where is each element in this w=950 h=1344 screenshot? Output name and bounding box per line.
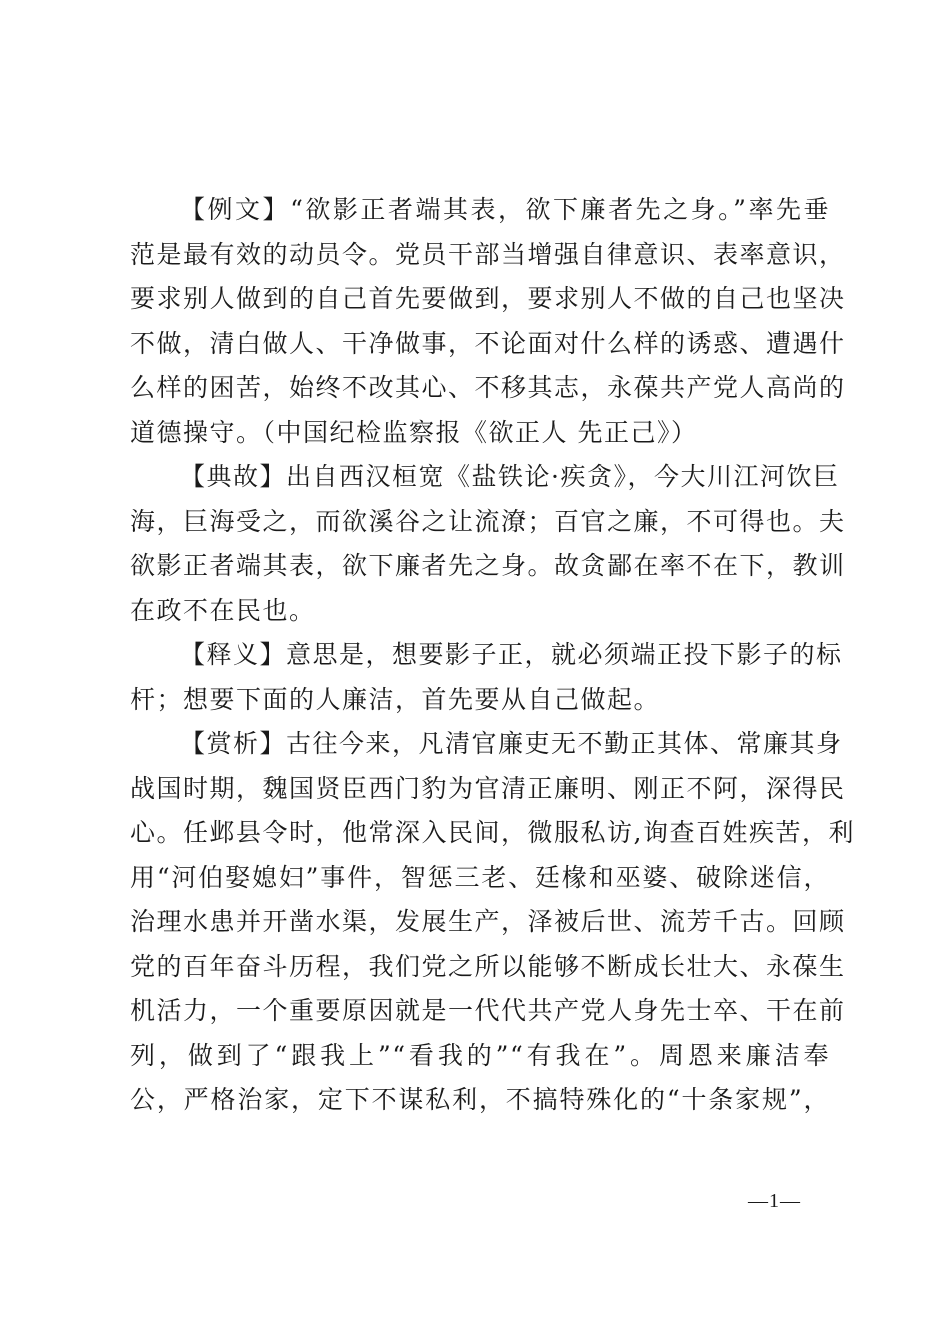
- text-line: 海，巨海受之，而欲溪谷之让流潦；百官之廉，不可得也。夫: [130, 506, 846, 536]
- text-line: 不做，清白做人、干净做事，不论面对什么样的诱惑、遭遇什: [130, 328, 846, 358]
- text-line: 心。任邺县令时，他常深入民间，微服私访,询查百姓疾苦，利: [130, 818, 855, 847]
- text-line: 【例文】“欲影正者端其表，欲下廉者先之身。”率先垂: [180, 195, 830, 224]
- text-line: 【赏析】古往今来，凡清官廉吏无不勤正其体、常廉其身: [180, 729, 843, 758]
- text-line: 要求别人做到的自己首先要做到，要求别人不做的自己也坚决: [130, 284, 846, 313]
- text-line: 战国时期，魏国贤臣西门豹为官清正廉明、刚正不阿，深得民: [130, 773, 846, 803]
- text-line: 治理水患并开凿水渠，发展生产，泽被后世、流芳千古。回顾: [130, 907, 846, 936]
- page-number: —1—: [748, 1190, 801, 1212]
- text-line: 么样的困苦，始终不改其心、不移其志，永葆共产党人高尚的: [130, 373, 846, 402]
- text-line: 【典故】出自西汉桓宽《盐铁论·疾贪》，今大川江河饮巨: [180, 462, 840, 491]
- text-line: 在政不在民也。: [130, 595, 316, 625]
- text-line: 用“河伯娶媳妇”事件，智惩三老、廷椽和巫婆、破除迷信，: [130, 862, 830, 892]
- text-line: 列，做到了“跟我上”“看我的”“有我在”。周恩来廉洁奉: [130, 1040, 830, 1070]
- text-line: 欲影正者端其表，欲下廉者先之身。故贪鄙在率不在下，教训: [130, 551, 846, 580]
- text-line: 道德操守。（中国纪检监察报《欲正人 先正己》）: [130, 417, 698, 447]
- document-body: [130, 188, 855, 1123]
- paragraph-meaning: [130, 633, 843, 722]
- paragraph-appreciation: [130, 722, 855, 1123]
- text-line: 机活力，一个重要原因就是一代代共产党人身先士卒、干在前: [130, 996, 846, 1025]
- text-line: 杆；想要下面的人廉洁，首先要从自己做起。: [130, 684, 661, 714]
- paragraph-example: [130, 188, 846, 455]
- paragraph-allusion: [130, 455, 846, 633]
- text-line: 党的百年奋斗历程，我们党之所以能够不断成长壮大、永葆生: [130, 951, 846, 981]
- text-line: 公，严格治家，定下不谋私利，不搞特殊化的“十条家规”，: [130, 1085, 830, 1114]
- text-line: 范是最有效的动员令。党员干部当增强自律意识、表率意识，: [130, 239, 846, 269]
- text-line: 【释义】意思是，想要影子正，就必须端正投下影子的标: [180, 640, 843, 669]
